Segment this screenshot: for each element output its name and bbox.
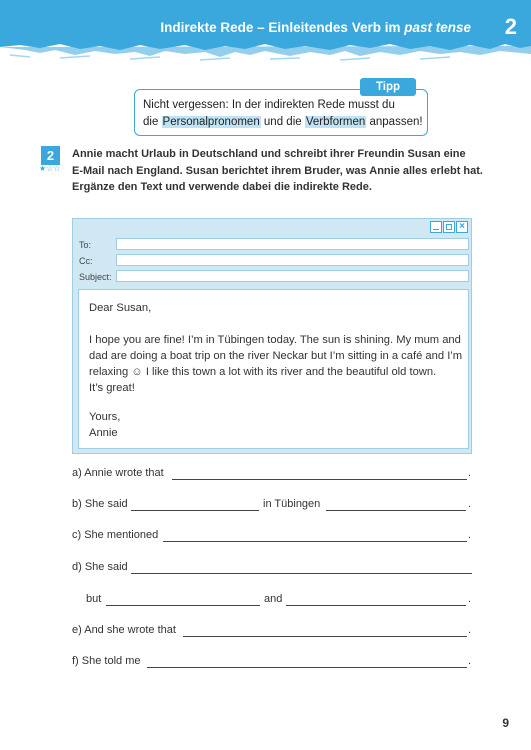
cc-field xyxy=(116,254,469,266)
to-field xyxy=(116,238,469,250)
answer-blank-d2[interactable] xyxy=(106,605,260,606)
answer-blank-f[interactable] xyxy=(147,667,467,668)
exercise-f-prompt: f) She told me xyxy=(72,655,141,667)
answer-blank-d1[interactable] xyxy=(131,573,472,574)
answer-blank-a[interactable] xyxy=(172,479,467,480)
page-number: 9 xyxy=(502,716,509,730)
task-number-badge: 2 xyxy=(41,146,60,165)
email-body-line: Annie xyxy=(89,427,118,439)
exercise-a-prompt: a) Annie wrote that xyxy=(72,467,164,479)
exercise-d-and: and xyxy=(264,593,283,605)
chapter-number: 2 xyxy=(504,14,517,39)
subject-label: Subject: xyxy=(79,272,112,282)
tip-label: Tipp xyxy=(360,78,416,96)
tip-text-line-2: die Personalpronomen und die Verbformen anpassen! xyxy=(143,116,423,128)
email-body-line: I hope you are fine! I’m in Tübingen today. The sun is shining. My mum and xyxy=(89,334,461,346)
highlight-verbformen: Verbformen xyxy=(305,116,366,128)
minimize-icon xyxy=(430,221,442,233)
maximize-icon xyxy=(443,221,455,233)
exercise-b-text: in Tübingen xyxy=(263,498,321,510)
difficulty-stars-icon: ★☆☆ xyxy=(39,164,61,173)
chapter-header xyxy=(0,0,531,64)
highlight-personalpronomen: Personalpronomen xyxy=(162,116,260,128)
answer-blank-d3[interactable] xyxy=(286,605,466,606)
answer-blank-b1[interactable] xyxy=(131,510,259,511)
close-icon: × xyxy=(456,221,468,233)
exercise-b-prompt: b) She said xyxy=(72,498,128,510)
exercise-d-but: but xyxy=(86,593,102,605)
cc-label: Cc: xyxy=(79,256,93,266)
answer-blank-e[interactable] xyxy=(183,636,467,637)
answer-blank-c[interactable] xyxy=(163,541,467,542)
to-label: To: xyxy=(79,240,92,250)
tip-box xyxy=(134,89,428,136)
email-body-line: Dear Susan, xyxy=(89,302,152,314)
subject-field xyxy=(116,270,469,282)
email-body xyxy=(78,289,469,449)
email-body-line: Yours, xyxy=(89,411,121,423)
email-body-line: It’s great! xyxy=(89,382,135,394)
email-body-line: dad are doing a boat trip on the river Neckar but I’m sitting in a café and I’m xyxy=(89,350,463,362)
exercise-e-prompt: e) And she wrote that xyxy=(72,624,176,636)
window-controls xyxy=(430,221,468,233)
chapter-title: Indirekte Rede – Einleitendes Verb im past tense xyxy=(160,20,471,35)
exercise-d-prompt: d) She said xyxy=(72,561,128,573)
email-window xyxy=(72,218,472,454)
task-instructions: Annie macht Urlaub in Deutschland und schreibt ihrer Freundin Susan eine E-Mail nach England. Susan berichtet ihrem Bruder, was Annie alles erlebt hat. Ergänze den Text und verwende dabei die indirekte Rede. xyxy=(72,148,483,193)
answer-blank-b2[interactable] xyxy=(326,510,466,511)
exercise-c-prompt: c) She mentioned xyxy=(72,529,159,541)
email-body-line: relaxing ☺ I like this town a lot with its river and the beautiful old town. xyxy=(89,366,437,378)
tip-text-line-1: Nicht vergessen: In der indirekten Rede musst du xyxy=(143,99,395,111)
